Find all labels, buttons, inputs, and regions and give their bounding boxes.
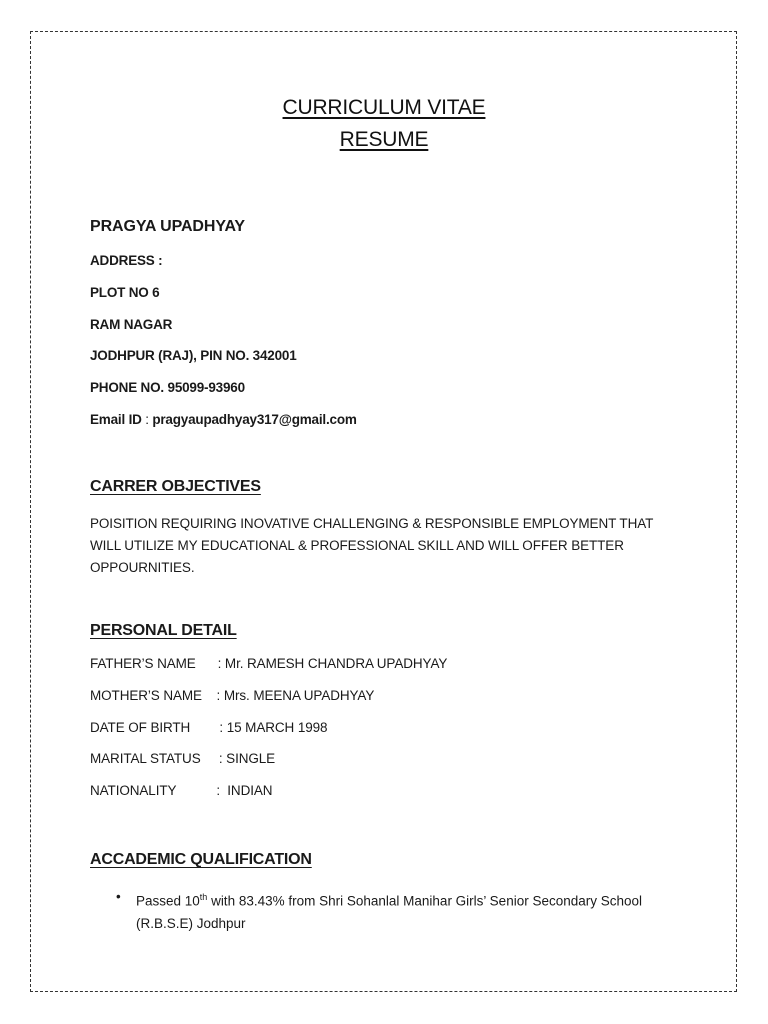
detail-row-mother: MOTHER’S NAME : Mrs. MEENA UPADHYAY	[90, 688, 375, 703]
qualification-prefix: Passed 10	[136, 893, 200, 909]
address-line-2: RAM NAGAR	[90, 317, 173, 332]
academic-heading: ACCADEMIC QUALIFICATION	[90, 851, 312, 868]
address-line-1: PLOT NO 6	[90, 285, 160, 300]
document-title: CURRICULUM VITAE	[282, 96, 486, 119]
objectives-text: POISITION REQUIRING INOVATIVE CHALLENGING & RESPONSIBLE EMPLOYMENT THAT WILL UTILIZE MY EDUCATIONAL & PROFESSIONAL SKILL AND WILL OFFER BETTER OPPOURNITIES.	[90, 516, 654, 575]
document-subtitle: RESUME	[339, 128, 429, 151]
detail-row-dob: DATE OF BIRTH : 15 MARCH 1998	[90, 720, 328, 735]
phone-line: PHONE NO. 95099-93960	[90, 380, 245, 395]
bullet-icon: •	[116, 889, 121, 904]
personal-heading: PERSONAL DETAIL	[90, 622, 237, 639]
email-line	[90, 412, 357, 427]
qualification-sup: th	[199, 892, 208, 902]
email-label: Email ID	[90, 412, 142, 427]
address-line-3: JODHPUR (RAJ), PIN NO. 342001	[90, 348, 297, 363]
address-label: ADDRESS :	[90, 253, 163, 268]
qualification-suffix: with 83.43% from Shri Sohanlal Manihar Girls’ Senior Secondary School (R.B.S.E) Jodhpur	[136, 893, 643, 931]
list-item	[116, 886, 676, 935]
academic-list	[116, 886, 676, 935]
detail-row-marital: MARITAL STATUS : SINGLE	[90, 751, 276, 766]
objectives-heading: CARRER OBJECTIVES	[90, 478, 261, 495]
email-separator: :	[141, 412, 153, 427]
email-value: pragyaupadhyay317@gmail.com	[152, 412, 357, 427]
candidate-name: PRAGYA UPADHYAY	[90, 218, 246, 235]
detail-row-father: FATHER’S NAME : Mr. RAMESH CHANDRA UPADHYAY	[90, 656, 448, 671]
detail-row-nationality: NATIONALITY : INDIAN	[90, 783, 273, 798]
page-border	[30, 31, 737, 992]
